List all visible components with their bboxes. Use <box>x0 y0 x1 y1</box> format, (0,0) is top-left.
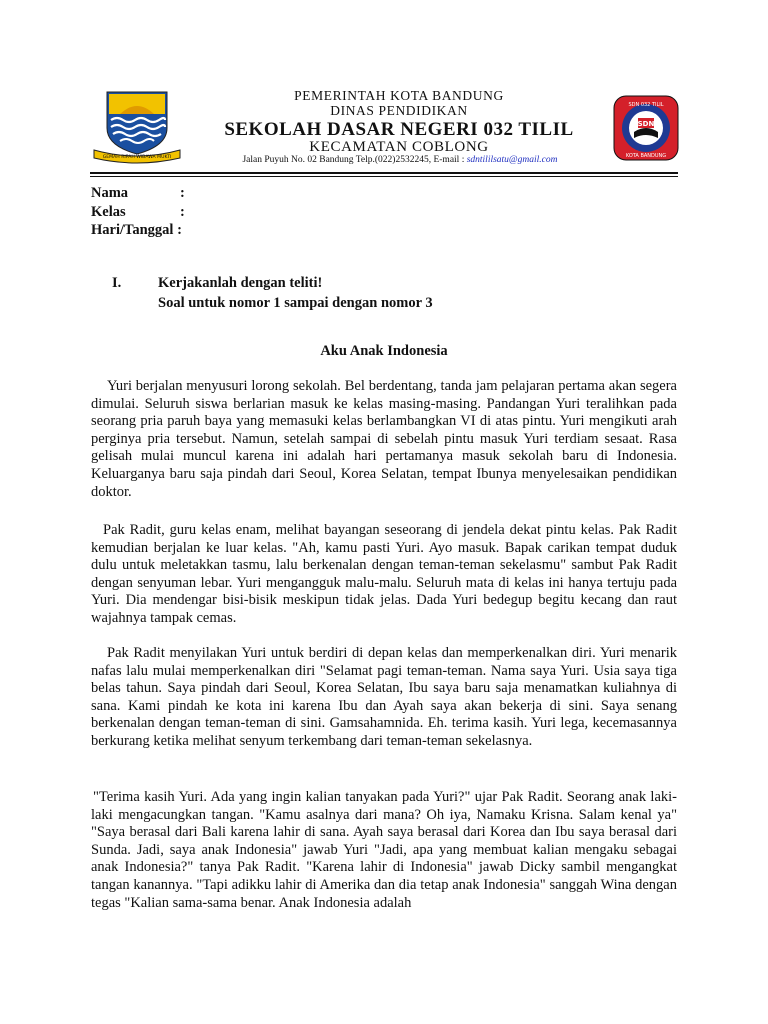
story-paragraph-4: "Terima kasih Yuri. Ada yang ingin kalian tanyakan pada Yuri?" ujar Pak Radit. Seorang anak laki-laki mengacungkan tangan. "Kamu asalnya dari mana? Oh iya, Namaku Krisna. Salam kenal ya" "Saya berasal dari Bali karena lahir di sana. Ayah saya berasal dari Korea dan Ibu saya berasal dari Sunda. Jadi, saya anak Indonesia" jawab Yuri "Jadi, apa yang membuat kalian mengaku sebagai anak Indonesia?" tanya Pak Radit. "Karena lahir di Indonesia" jawab Dicky sambil mengangkat tangan kanannya. "Tapi adikku lahir di Amerika dan dia tetap anak Indonesia" sanggah Wina dengan tegas "Kalian sama-sama benar. Anak Indonesia adalah <box>91 789 677 911</box>
letterhead-department: DINAS PENDIDIKAN <box>330 103 468 118</box>
section-number: I. <box>112 275 122 291</box>
field-kelas-label: Kelas <box>91 204 126 220</box>
field-nama-label: Nama <box>91 185 129 201</box>
letterhead-divider-thick <box>90 172 678 174</box>
email-link[interactable]: sdntililsatu@gmail.com <box>466 155 558 165</box>
crest-motto: GEMAH RIPAH WIBAWA MUKTI <box>102 155 172 160</box>
story-title: Aku Anak Indonesia <box>320 343 448 359</box>
letterhead-address <box>190 155 610 165</box>
field-kelas-colon: : <box>180 204 185 220</box>
seal-bottom-label: KOTA BANDUNG <box>625 153 667 159</box>
seal-center-label: SDN <box>637 120 655 128</box>
letterhead-divider-thin <box>90 176 678 177</box>
kota-bandung-crest-logo <box>90 88 184 164</box>
letterhead-district: KECAMATAN COBLONG <box>309 139 489 155</box>
letterhead-government: PEMERINTAH KOTA BANDUNG <box>294 88 504 103</box>
instruction-line-1: Kerjakanlah dengan teliti! <box>158 275 323 291</box>
school-seal-logo <box>612 94 680 162</box>
address-text: Jalan Puyuh No. 02 Bandung Telp.(022)2532245, E-mail : <box>242 155 467 165</box>
instruction-line-2: Soal untuk nomor 1 sampai dengan nomor 3 <box>158 295 433 311</box>
field-hari-tanggal-label: Hari/Tanggal : <box>91 222 182 238</box>
story-paragraph-2: Pak Radit, guru kelas enam, melihat bayangan seseorang di jendela dekat pintu kelas. Pak Radit kemudian berjalan ke luar kelas. "Ah, kamu pasti Yuri. Ayo masuk. Bapak carikan tempat duduk dulu untuk meletakkan tasmu, lalu berkenalan dengan teman-teman sekelasmu" sambut Pak Radit dengan senyuman lebar. Yuri mengangguk malu-malu. Seluruh mata di kelas ini hanya tertuju pada Yuri. Dia mendengar bisi-bisik meskipun tidak jelas. Dada Yuri bedegup begitu kecang dan raut wajahnya tampak cemas. <box>91 522 677 626</box>
letterhead-school-name: SEKOLAH DASAR NEGERI 032 TILIL <box>224 119 574 140</box>
story-paragraph-3: Pak Radit menyilakan Yuri untuk berdiri di depan kelas dan memperkenalkan diri. Yuri menarik nafas lalu mulai memperkenalkan diri "Selamat pagi teman-teman. Nama saya Yuri. Usia saya tiga belas tahun. Saya pindah dari Seoul, Korea Selatan, Ibu saya baru saja menamatkan kuliahnya di sana. Kami pindah ke kota ini karena Ibu dan Ayah saya akan bekerja di sini. Saya senang berkenalan dengan teman-teman di sini. Gamsahamnida. Eh. terima kasih. Yuri lega, kecemasannya berkurang ketika melihat senyum terkembang dari teman-teman sekelasnya. <box>91 645 677 749</box>
field-nama-colon: : <box>180 185 185 201</box>
story-paragraph-1: Yuri berjalan menyusuri lorong sekolah. Bel berdentang, tanda jam pelajaran pertama akan segera dimulai. Seluruh siswa berlarian masuk ke kelas masing-masing. Pandangan Yuri teralihkan pada seorang pria paruh baya yang memasuki kelas berlambangkan VI di atas pintu. Yuri mengikuti arah perginya pria tersebut. Namun, setelah sampai di sebelah pintu masuk Yuri terdiam sesaat. Rasa gelisah mulai muncul karena ini adalah hari pertamanya masuk sekolah baru di Indonesia. Keluarganya baru saja pindah dari Seoul, Korea Selatan, tempat Ibunya menyelesaikan pendidikan doktor. <box>91 378 677 500</box>
seal-top-label: SDN 032 TILIL <box>628 102 664 108</box>
